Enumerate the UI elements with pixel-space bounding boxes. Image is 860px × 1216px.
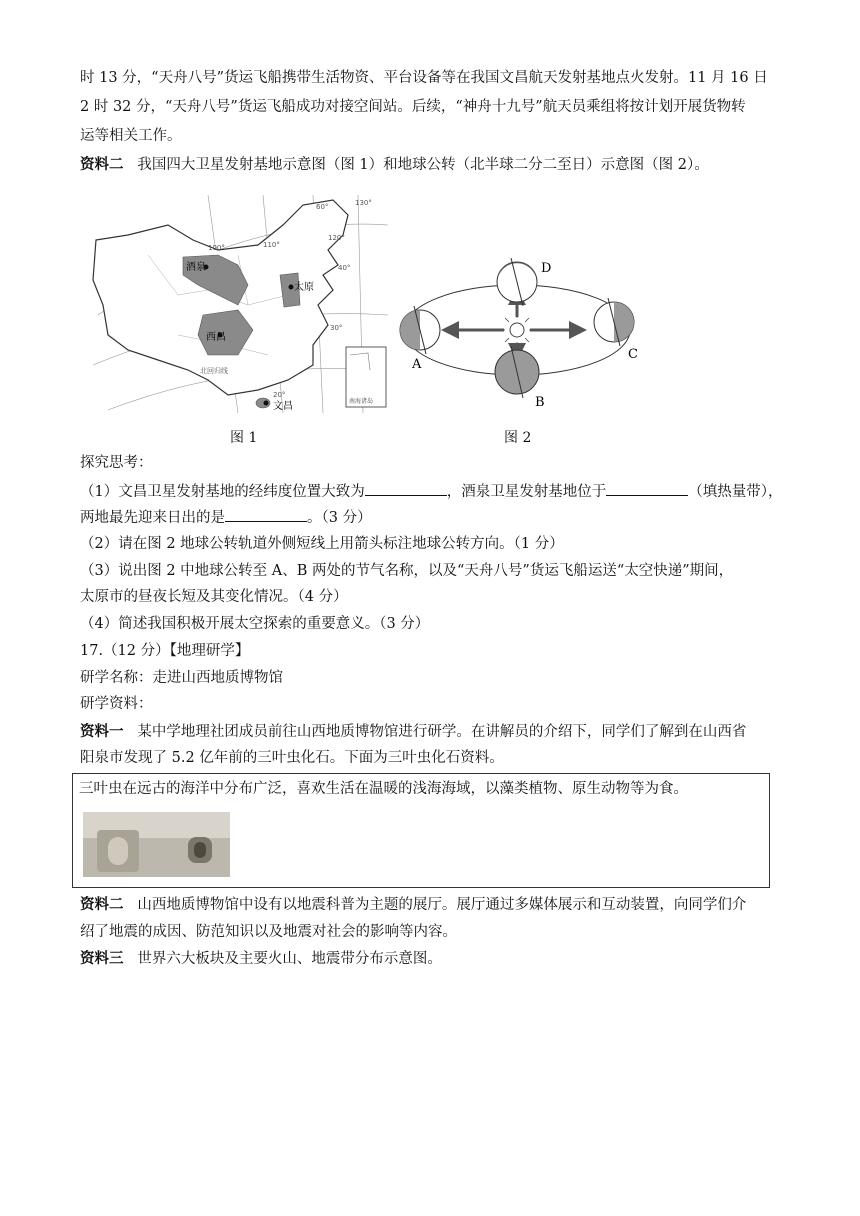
material-text: 我国四大卫星发射基地示意图（图 1）和地球公转（北半球二分二至日）示意图（图 2）。 — [137, 157, 709, 173]
label-wenchang: 文昌 — [273, 401, 293, 412]
deg-label: 20° — [273, 391, 286, 399]
answer-blank[interactable] — [606, 481, 688, 496]
deg-label: 110° — [263, 241, 280, 249]
question-1-line-2: 两地最先迎来日出的是 。（3 分） — [80, 507, 372, 528]
china-map-figure — [88, 195, 393, 415]
material-one-line-2: 阳泉市发现了 5.2 亿年前的三叶虫化石。下面为三叶虫化石资料。 — [80, 750, 504, 766]
china-outline — [93, 200, 351, 395]
label-c: C — [628, 347, 638, 362]
para-line: 时 13 分，“天舟八号”货运飞船携带生活物资、平台设备等在我国文昌航天发射基地点火发射。11 月 16 日 — [80, 70, 768, 86]
material-two-line — [80, 155, 709, 175]
svg-text:南海诸岛: 南海诸岛 — [349, 398, 374, 405]
label-jiuquan: 酒泉 — [186, 262, 206, 273]
answer-blank[interactable] — [365, 481, 447, 496]
question-3-line-1: （3）说出图 2 中地球公转至 A、B 两处的节气名称，以及“天舟八号”货运飞船运送“太空快递”期间， — [80, 563, 734, 579]
wenchang-dot — [264, 401, 269, 406]
tropic-label: 北回归线 — [200, 367, 228, 375]
para-line: 2 时 32 分，“天舟八号”货运飞船成功对接空间站。后续，“神舟十九号”航天员乘组将按计划开展货物转 — [80, 99, 746, 115]
figure-2-caption: 图 2 — [504, 430, 532, 446]
taiyuan-dot — [289, 285, 294, 290]
deg-label: 30° — [330, 324, 343, 332]
label-d: D — [541, 261, 552, 276]
figure-1-caption: 图 1 — [230, 430, 258, 446]
study-name: 研学名称：走进山西地质博物馆 — [80, 670, 283, 686]
question-3-line-2: 太原市的昼夜长短及其变化情况。（4 分） — [80, 589, 348, 605]
question-1-line: （1）文昌卫星发射基地的经纬度位置大致为 ，酒泉卫星发射基地位于 （填热量带）， — [80, 481, 782, 502]
material-three-line: 资料三 世界六大板块及主要火山、地震带分布示意图。 — [80, 950, 442, 967]
material-one-line-1: 资料一 某中学地理社团成员前往山西地质博物馆进行研学。在讲解员的介绍下，同学们了解到在山西省 — [80, 723, 747, 740]
question-4: （4）简述我国积极开展太空探索的重要意义。（3 分） — [80, 616, 430, 632]
label-a: A — [412, 357, 422, 372]
earth-b — [495, 346, 539, 398]
explore-title: 探究思考： — [80, 455, 153, 471]
question-17-title: 17.（12 分）【地理研学】 — [80, 643, 250, 659]
label-b: B — [535, 395, 545, 410]
study-material-heading: 研学资料： — [80, 696, 153, 712]
deg-label: 40° — [338, 264, 351, 272]
para-line: 运等相关工作。 — [80, 128, 182, 144]
trilobite-fossil-photo — [83, 812, 230, 877]
trilobite-info-box — [72, 773, 770, 888]
earth-a — [400, 306, 440, 354]
deg-label: 120° — [328, 234, 345, 242]
question-2: （2）请在图 2 地球公转轨道外侧短线上用箭头标注地球公转方向。（1 分） — [80, 536, 564, 552]
label-xichang: 西昌 — [206, 332, 226, 343]
deg-label: 130° — [355, 199, 372, 207]
label-taiyuan: 太原 — [294, 282, 314, 293]
deg-label: 60° — [316, 203, 329, 211]
material-tag: 资料二 — [80, 156, 124, 173]
material-two-line-2: 绍了地震的成因、防范知识以及地震对社会的影响等内容。 — [80, 924, 457, 940]
earth-d — [497, 258, 537, 306]
material-two-line-1: 资料二 山西地质博物馆中设有以地震科普为主题的展厅。展厅通过多媒体展示和互动装置，向同学们介 — [80, 896, 747, 913]
box-text: 三叶虫在远古的海洋中分布广泛，喜欢生活在温暖的浅海海域，以藻类植物、原生动物等为食。 — [79, 781, 688, 797]
answer-blank[interactable] — [225, 507, 307, 522]
earth-orbit-figure — [388, 250, 650, 410]
deg-label: 100° — [208, 244, 225, 252]
south-china-sea-inset — [346, 347, 386, 407]
sun-icon — [499, 312, 535, 348]
